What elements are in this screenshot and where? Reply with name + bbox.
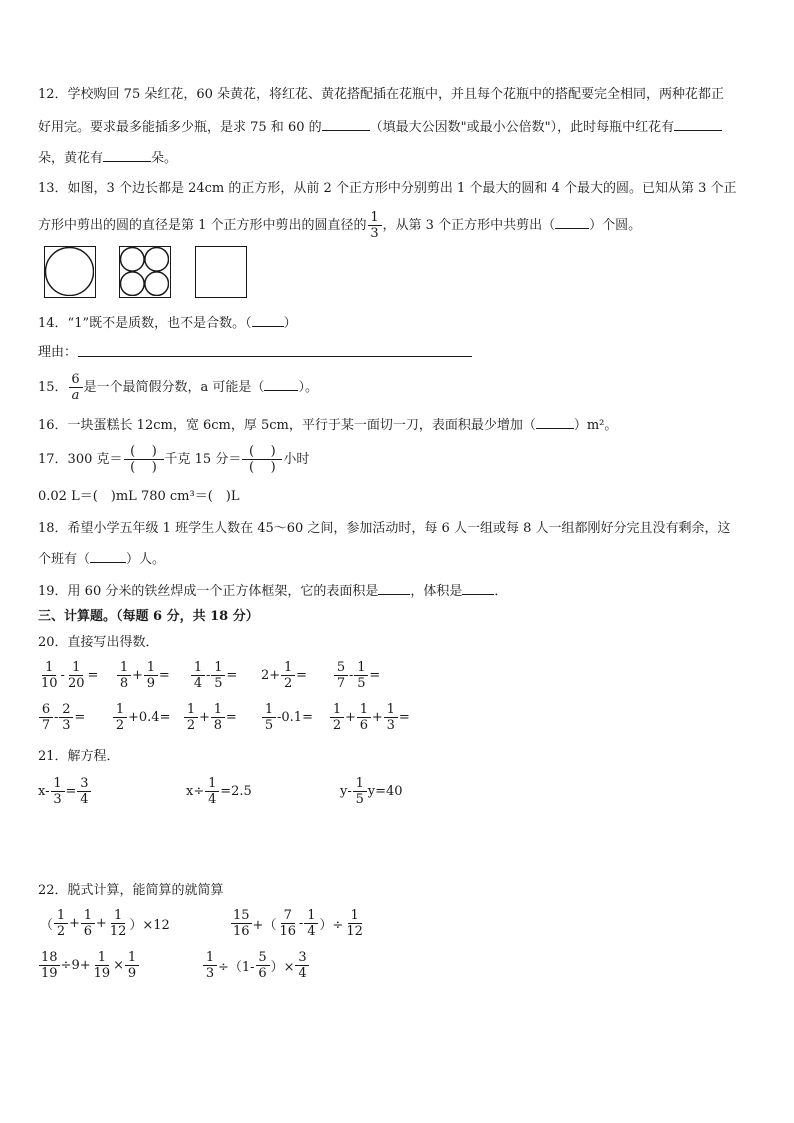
q14-text-b: ） [283,316,297,331]
q14-reason-line[interactable] [78,356,472,357]
q12-blank-2[interactable] [674,118,722,131]
q18-line2 [38,550,165,569]
q16-text-b: ）m²。 [573,418,618,433]
q20-r1-item4: 2+ $\frac{1}{2}$ = [261,660,308,691]
q12-blank-1[interactable] [322,118,370,131]
q14-reason-label: 理由： [38,345,78,360]
q13-fraction: $\frac{1}{3}$ [368,210,382,241]
q16-line [38,416,617,435]
q21-equation-1: x- $\frac{1}{3}$ = $\frac{3}{4}$ [38,776,92,807]
q15-fraction: $\frac{6}{a}$ [69,372,83,403]
q17-prefix: 17．300 克＝ [38,452,123,467]
q15-text-a: 是一个最简假分数，a 可能是（ [83,380,265,395]
q19-blank-volume[interactable] [462,582,494,595]
q18-text-b: ）人。 [126,552,166,567]
q12-text-a: 好用完。要求最多能插多少瓶，是求 75 和 60 的 [38,120,322,135]
section-3-heading: 三、计算题。（每题 6 分，共 18 分） [38,609,259,624]
q13-text-c: ）个圆。 [589,218,642,233]
square-empty [195,246,247,298]
q22-expression-3: $\frac{18}{19}$ ÷9+ $\frac{1}{19}$ × $\frac{1}{9}$ [38,950,140,981]
q13-line2 [38,210,641,241]
q16-blank[interactable] [536,416,574,429]
four-circles-icon [120,247,169,296]
q22-title: 22．脱式计算，能简算的就简算 [38,883,224,898]
q19-line [38,582,507,601]
q13-text-b: ，从第 3 个正方形中共剪出（ [382,218,556,233]
q17-fraction-2[interactable]: $\frac{( )}{( )}$ [242,444,282,475]
q20-r1-item5: $\frac{5}{7}$ - $\frac{1}{5}$ = [333,660,380,691]
q20-r2-item5: $\frac{1}{2}$ + $\frac{1}{6}$ + $\frac{1}{3}$ = [329,702,410,733]
q17-fraction-1[interactable]: $\frac{( )}{( )}$ [124,444,164,475]
q19-text-b: ，体积是 [410,584,463,599]
q19-text-c: ． [494,584,508,599]
q22-expression-2: $\frac{15}{16}$ +（ $\frac{7}{16}$ - $\frac{1}{4}$ ）÷ $\frac{1}{12}$ [233,908,363,939]
q18-line1: 18．希望小学五年级 1 班学生人数在 45～60 之间，参加活动时，每 6 人一组或每 8 人一组都刚好分完且没有剩余，这 [38,521,731,536]
q12-line1: 12．学校购回 75 朵红花，60 朵黄花，将红花、黄花搭配插在花瓶中，并且每个花瓶中的搭配要完全相同，两种花都正 [38,87,725,102]
q12-line2 [38,118,722,137]
q19-blank-area[interactable] [378,582,410,595]
q12-text-b: （填最大公因数"或最小公倍数"），此时每瓶中红花有 [369,120,675,135]
q19-text-a: 19．用 60 分米的铁丝焊成一个正方体框架，它的表面积是 [38,584,379,599]
q15-line [38,372,318,404]
q15-blank[interactable] [264,378,298,391]
q17-unit-kg: 千克 [164,452,191,467]
q17-unit-hour: 小时 [283,452,310,467]
q14-blank[interactable] [252,314,284,327]
q13-blank[interactable] [555,216,589,229]
q12-text-d: 朵。 [151,151,178,166]
q22-expression-1: （ $\frac{1}{2}$ + $\frac{1}{6}$ + $\frac{1}{12}$ ）×12 [40,908,170,939]
q20-r1-item3: $\frac{1}{4}$ - $\frac{1}{5}$ = [190,660,237,691]
one-circle-icon [45,247,94,296]
q18-blank[interactable] [90,550,126,563]
q13-line1: 13．如图，3 个边长都是 24cm 的正方形，从前 2 个正方形中分别剪出 1 个最大的圆和 4 个最大的圆。已知从第 3 个正 [38,181,737,196]
q12-blank-3[interactable] [103,149,151,162]
q12-text-c: 朵，黄花有 [38,151,104,166]
q17-line1 [38,444,309,476]
q16-text-a: 16．一块蛋糕长 12cm，宽 6cm，厚 5cm，平行于某一面切一刀，表面积最少增加（ [38,418,536,433]
q20-r2-item4: $\frac{1}{5}$ -0.1= [261,702,313,733]
q20-r1-item1: $\frac{1}{10}$ - $\frac{1}{20}$ = [41,660,99,691]
q15-prefix: 15． [38,380,68,395]
q20-r2-item2: $\frac{1}{2}$ +0.4= [112,702,170,733]
square-one-circle [44,246,96,298]
q20-r1-item2: $\frac{1}{8}$ + $\frac{1}{9}$ = [116,660,170,691]
q17-line2: 0.02 L＝( )mL 780 cm³＝( )L [38,489,240,504]
q20-title: 20．直接写出得数． [38,635,159,650]
q17-mid: 15 分＝ [194,452,242,467]
q20-r2-item1: $\frac{6}{7}$ - $\frac{2}{3}$ = [38,702,85,733]
square-four-circles [119,246,171,298]
q20-r2-item3: $\frac{1}{2}$ + $\frac{1}{8}$ = [183,702,237,733]
q12-line3 [38,149,177,168]
q15-text-b: ）。 [298,380,318,395]
q22-expression-4: $\frac{1}{3}$ ÷（1- $\frac{5}{6}$ ）× $\frac{3}{4}$ [202,950,310,981]
q21-title: 21．解方程． [38,749,120,764]
q14-text-a: 14．“1”既不是质数，也不是合数。（ [38,316,252,331]
q13-text-a: 方形中剪出的圆的直径是第 1 个正方形中剪出的圆直径的 [38,218,367,233]
q14-line1 [38,314,297,333]
q18-text-a: 个班有（ [38,552,91,567]
q21-equation-3: y- $\frac{1}{5}$ y=40 [340,776,403,807]
q21-equation-2: x÷ $\frac{1}{4}$ =2.5 [186,776,252,807]
